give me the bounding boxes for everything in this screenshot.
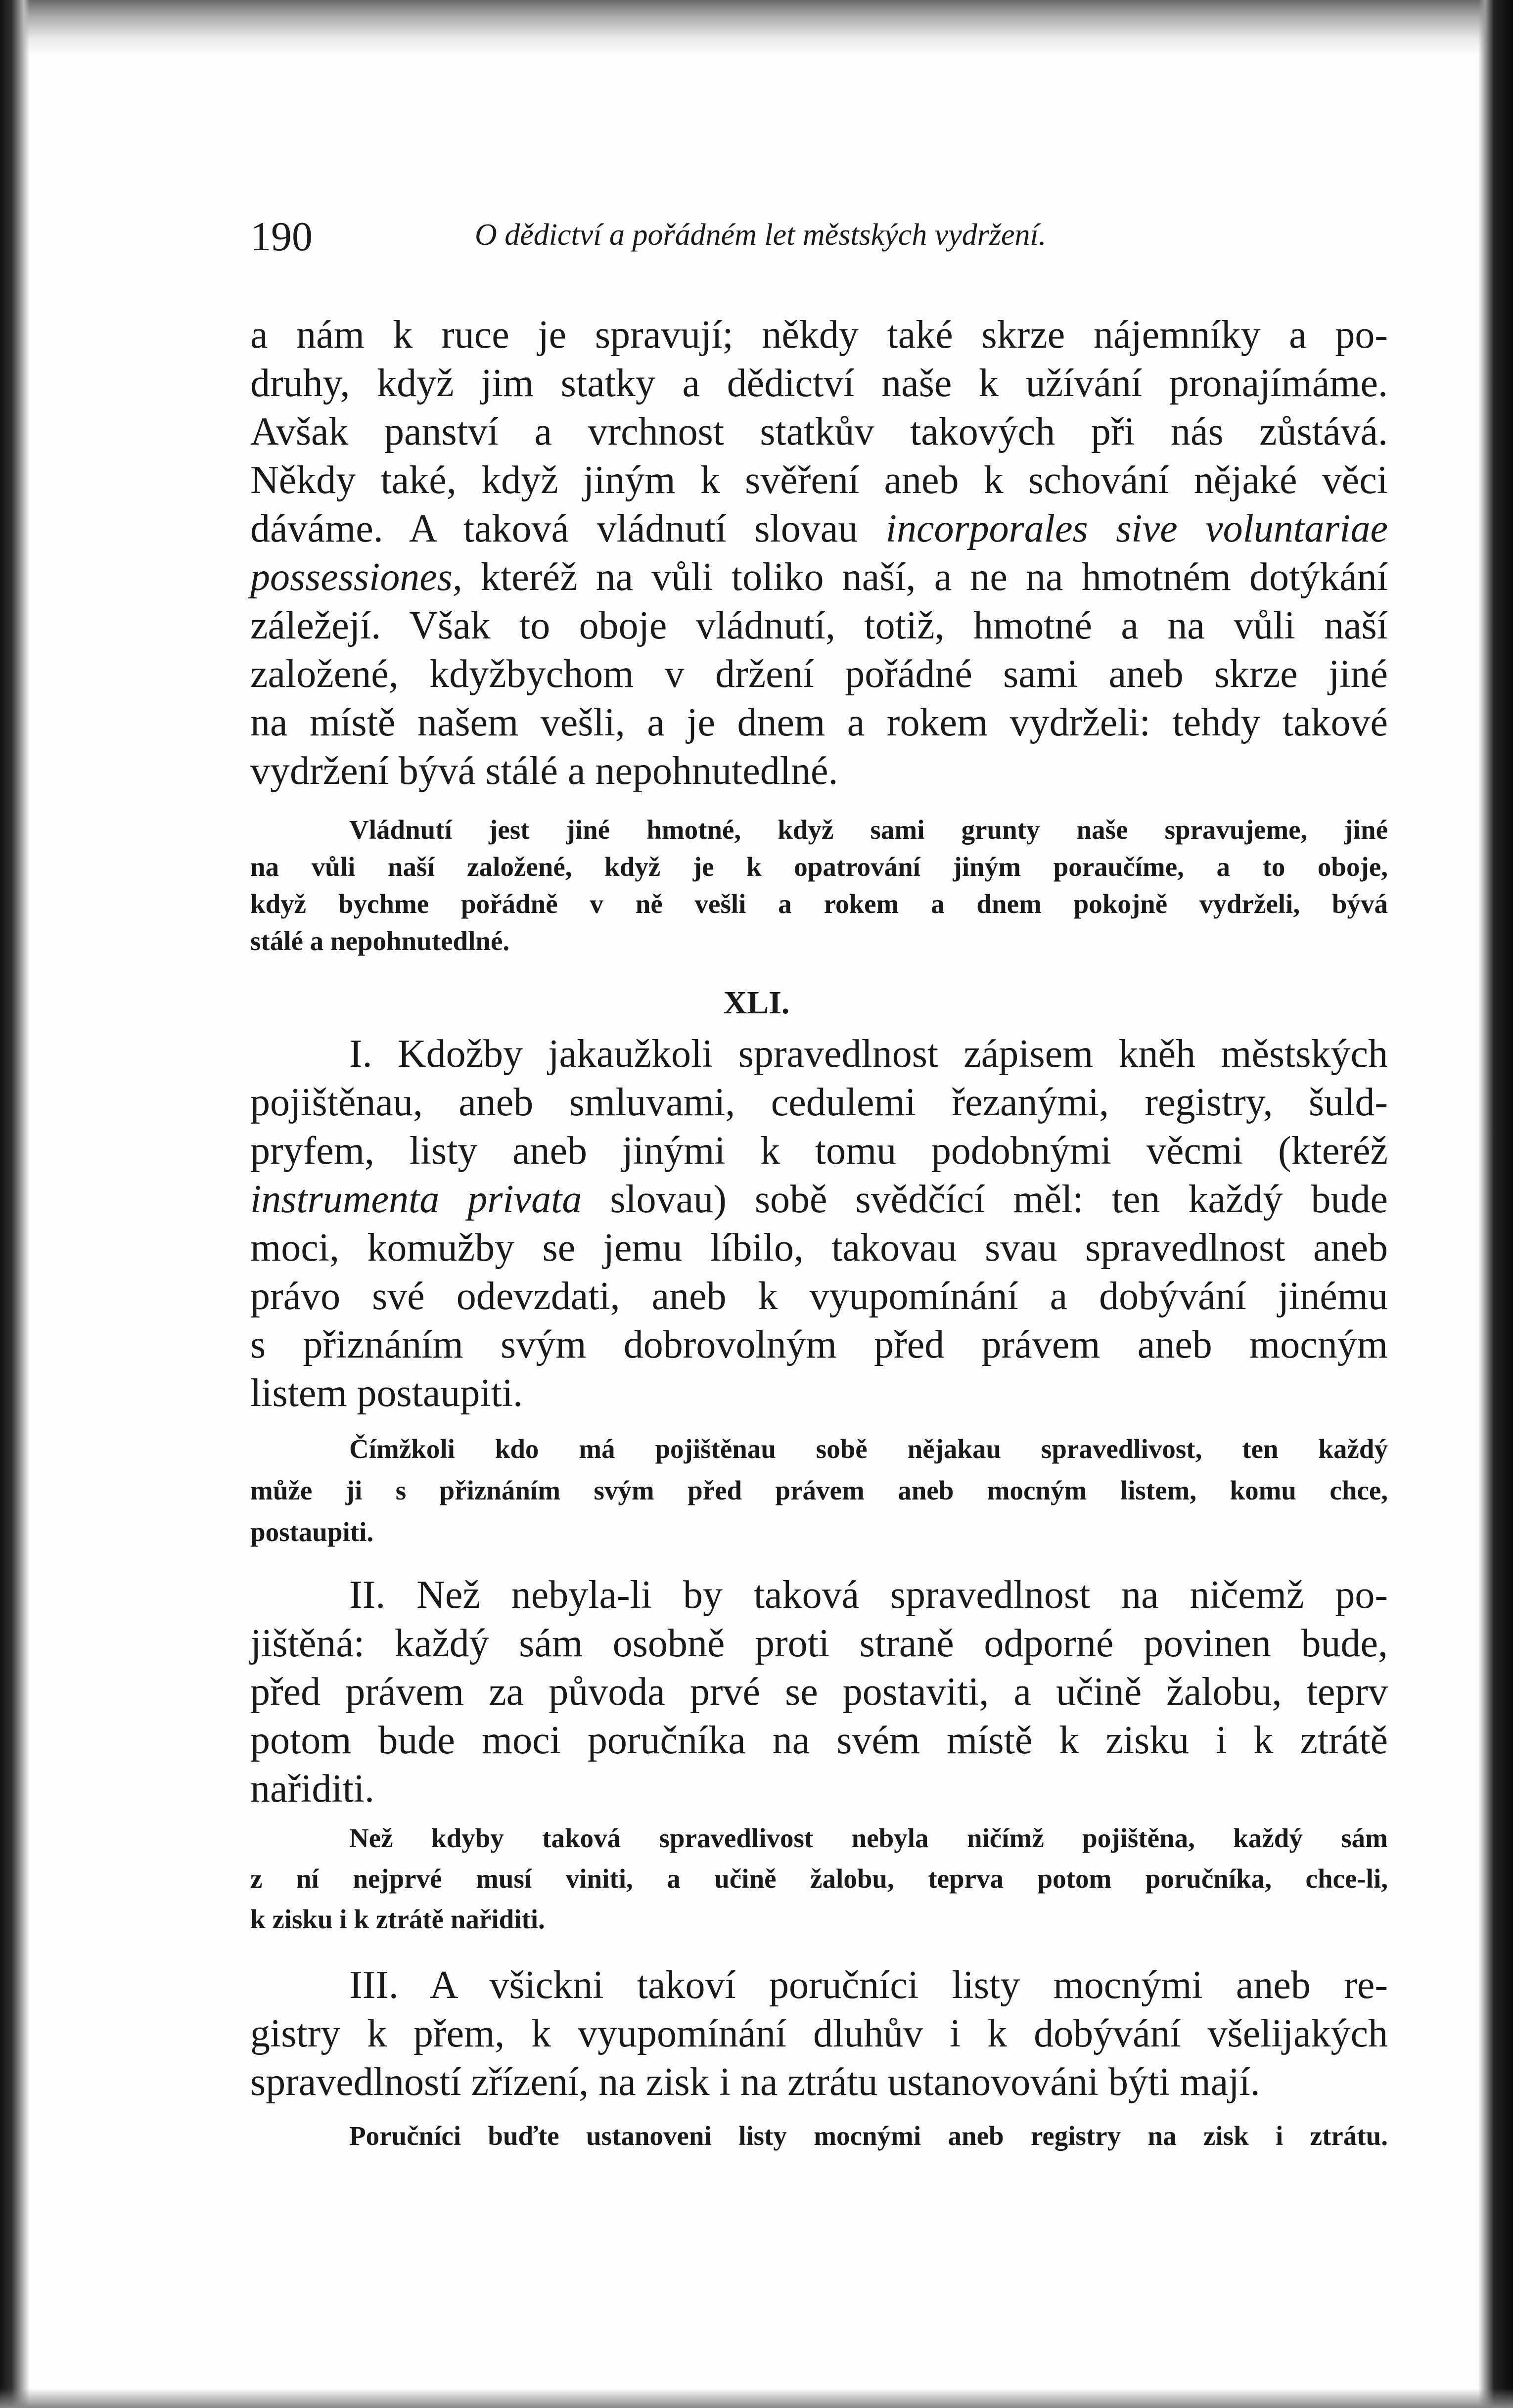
text-line [250, 747, 1388, 795]
paragraph-III [250, 1961, 1388, 2106]
text-line [250, 1175, 1388, 1224]
text-line [250, 311, 1388, 359]
italic-latin-term: incorporales sive voluntariae [885, 507, 1388, 550]
text-segment: postaupiti. [250, 1517, 374, 1547]
text-line [250, 1765, 1388, 1813]
text-segment: dáváme. A taková vládnutí slovau [250, 507, 886, 550]
italic-latin-term: possessiones, [250, 555, 462, 599]
text-segment: Poručníci buďte ustanoveni listy mocnými aneb registry na zisk i ztrátu. [349, 2121, 1388, 2151]
text-segment: Čímžkoli kdo má pojištěnau sobě nějakau spravedlivost, ten každý [349, 1434, 1388, 1464]
note-II [250, 1818, 1388, 1940]
text-segment: a nám k ruce je spravují; někdy také skrze nájemníky a po- [250, 313, 1388, 357]
paragraph-II [250, 1571, 1388, 1813]
text-segment: když bychme pořádně v ně vešli a rokem a dnem pokojně vydrželi, bývá [250, 889, 1388, 919]
italic-latin-term: instrumenta privata [250, 1178, 582, 1221]
text-line [250, 1899, 1388, 1940]
section-heading: XLI. [723, 985, 790, 1021]
text-segment: s přiznáním svým dobrovolným před právem aneb mocným [250, 1323, 1388, 1366]
text-line [250, 553, 1388, 601]
text-segment: na místě našem vešli, a je dnem a rokem vydrželi: tehdy takové [250, 701, 1388, 744]
text-segment: III. A všickni takoví poručníci listy mocnými aneb re- [349, 1963, 1388, 2007]
paragraph-continuation [250, 311, 1388, 795]
scan-bottom-edge [0, 2388, 1513, 2408]
text-segment: Než kdyby taková spravedlivost nebyla ničímž pojištěna, každý sám [349, 1823, 1388, 1853]
scan-left-edge [0, 0, 30, 2408]
text-line [250, 1668, 1388, 1716]
text-line [250, 1428, 1388, 1470]
text-segment: moci, komužby se jemu líbilo, takovau svau spravedlnost aneb [250, 1226, 1388, 1270]
text-line [250, 1078, 1388, 1127]
text-segment: druhy, když jim statky a dědictví naše k užívání pronajímáme. [250, 362, 1388, 405]
text-segment: kteréž na vůli toliko naší, a ne na hmotném dotýkání [462, 555, 1388, 599]
text-line [250, 885, 1388, 922]
text-line [250, 1224, 1388, 1272]
text-segment: I. Kdožby jakaužkoli spravedlnost zápisem kněh městských [349, 1032, 1388, 1076]
text-segment: slovau) sobě svědčící měl: ten každý bude [582, 1178, 1388, 1221]
text-line [250, 456, 1388, 504]
text-line [250, 1030, 1388, 1078]
text-line [250, 2009, 1388, 2058]
text-line [250, 1859, 1388, 1899]
text-line [250, 811, 1388, 848]
note-vladnuti [250, 811, 1388, 959]
text-line [250, 359, 1388, 408]
text-segment: Vládnutí jest jiné hmotné, když sami grunty naše spravujeme, jiné [349, 815, 1388, 845]
text-line [250, 601, 1388, 650]
page-number: 190 [250, 214, 313, 260]
text-line [250, 1320, 1388, 1369]
text-line [250, 1369, 1388, 1417]
text-line [250, 1470, 1388, 1511]
scan-right-edge [1478, 0, 1513, 2408]
text-segment: před právem za původa prvé se postaviti, a učině žalobu, teprv [250, 1670, 1388, 1714]
text-line [250, 1571, 1388, 1619]
text-line [250, 1716, 1388, 1765]
text-segment: jištěná: každý sám osobně proti straně odporné povinen bude, [250, 1622, 1388, 1665]
text-segment: Avšak panství a vrchnost statkův takových při nás zůstává. [250, 410, 1388, 454]
text-segment: nařiditi. [250, 1767, 375, 1811]
text-line [250, 1818, 1388, 1859]
text-line [250, 1511, 1388, 1553]
note-III [250, 2116, 1388, 2156]
text-segment: stálé a nepohnutedlné. [250, 926, 510, 956]
text-line [250, 1127, 1388, 1175]
text-line [250, 1272, 1388, 1320]
text-segment: k zisku i k ztrátě nařiditi. [250, 1904, 545, 1934]
text-line [250, 504, 1388, 553]
note-I [250, 1428, 1388, 1553]
text-segment: potom bude moci poručníka na svém místě k zisku i k ztrátě [250, 1719, 1388, 1762]
text-segment: z ní nejprvé musí viniti, a učině žalobu, teprva potom poručníka, chce-li, [250, 1863, 1388, 1894]
running-title: O dědictví a pořádném let městských vydržení. [475, 218, 1047, 252]
text-line [250, 2058, 1388, 2106]
text-segment: může ji s přiznáním svým před právem aneb mocným listem, komu chce, [250, 1475, 1388, 1505]
scan-top-edge [0, 0, 1513, 54]
text-line [250, 1619, 1388, 1668]
text-segment: gistry k přem, k vyupomínání dluhův i k dobývání všelijakých [250, 2012, 1388, 2055]
text-segment: spravedlností zřízení, na zisk i na ztrátu ustanovováni býti mají. [250, 2060, 1260, 2104]
text-segment: listem postaupiti. [250, 1371, 523, 1415]
text-line [250, 848, 1388, 885]
text-segment: II. Než nebyla-li by taková spravedlnost na ničemž po- [349, 1573, 1388, 1617]
text-segment: záležejí. Však to oboje vládnutí, totiž, hmotné a na vůli naší [250, 604, 1388, 647]
text-segment: založené, kdyžbychom v držení pořádné sami aneb skrze jiné [250, 652, 1388, 696]
text-line [250, 922, 1388, 959]
text-segment: Někdy také, když jiným k svěření aneb k schování nějaké věci [250, 458, 1388, 502]
text-line [250, 2116, 1388, 2156]
text-line [250, 650, 1388, 698]
text-segment: pryfem, listy aneb jinými k tomu podobnými věcmi (kteréž [250, 1129, 1388, 1173]
text-segment: na vůli naší založené, když je k opatrování jiným poraučíme, a to oboje, [250, 852, 1388, 882]
text-segment: právo své odevzdati, aneb k vyupomínání a dobývání jinému [250, 1274, 1388, 1318]
text-segment: pojištěnau, aneb smluvami, cedulemi řezanými, registry, šuld- [250, 1081, 1388, 1124]
text-line [250, 698, 1388, 747]
paragraph-I [250, 1030, 1388, 1417]
text-line [250, 408, 1388, 456]
text-line [250, 1961, 1388, 2009]
text-segment: vydržení bývá stálé a nepohnutedlné. [250, 749, 838, 793]
